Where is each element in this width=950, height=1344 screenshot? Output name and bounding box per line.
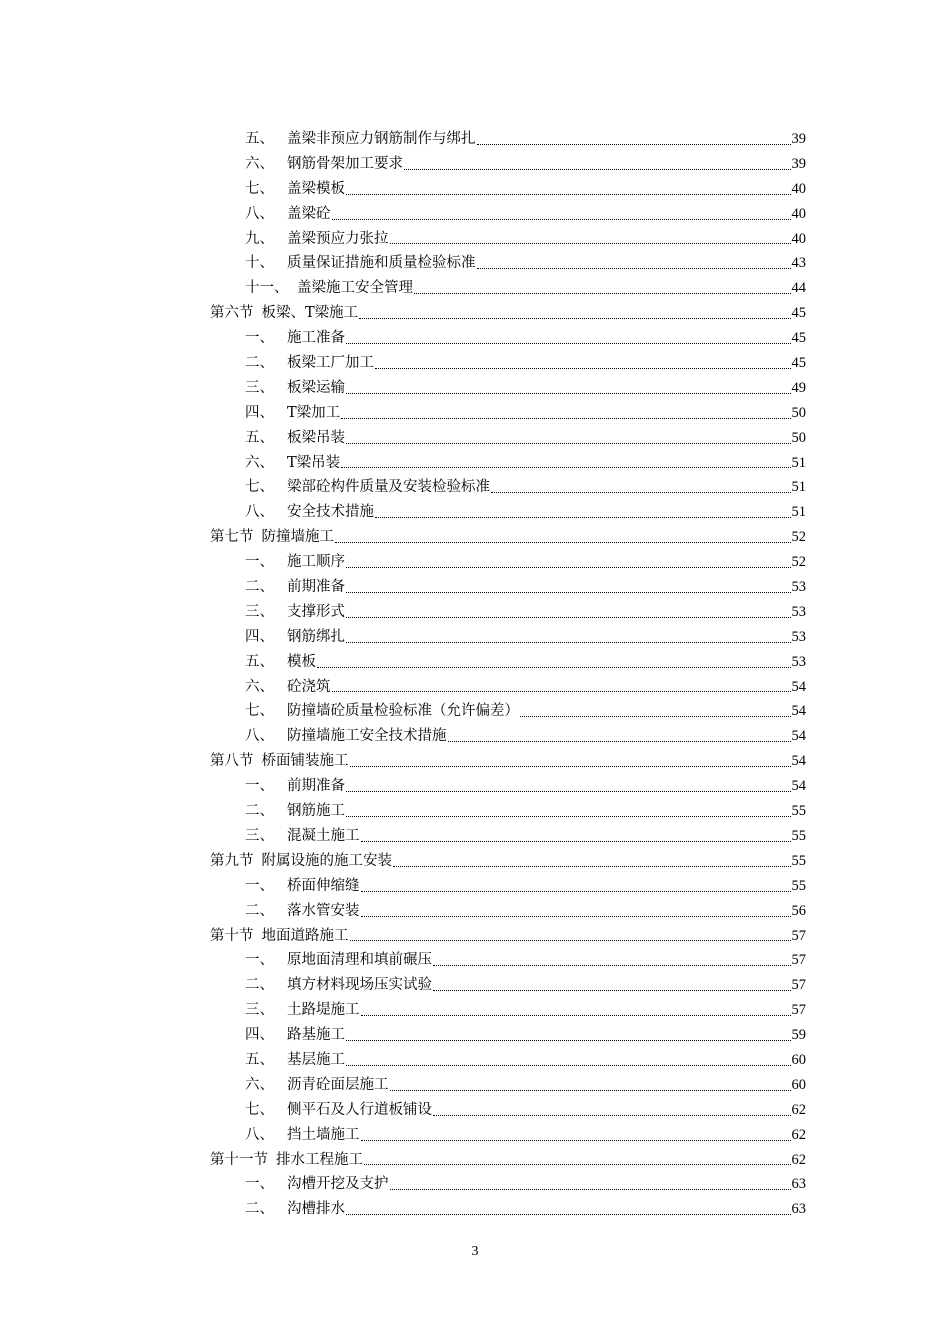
- toc-subsection-entry[interactable]: [210, 899, 806, 924]
- toc-entry-title: 桥面铺装施工: [261, 753, 349, 770]
- toc-entry-number: 四、: [245, 404, 274, 421]
- toc-subsection-entry[interactable]: [210, 475, 806, 500]
- table-of-contents: [210, 127, 806, 1222]
- toc-entry-title: 侧平石及人行道板铺设: [287, 1101, 432, 1118]
- toc-entry-number: 五、: [245, 429, 274, 446]
- toc-dot-leader: [346, 194, 791, 195]
- toc-entry-number: 七、: [245, 180, 274, 197]
- toc-entry-title: 桥面伸缩缝: [287, 877, 360, 894]
- toc-entry-title: 前期准备: [287, 579, 345, 596]
- toc-dot-leader: [346, 443, 791, 444]
- toc-entry-page: 51: [791, 479, 806, 496]
- toc-dot-leader: [477, 268, 791, 269]
- toc-dot-leader: [346, 617, 791, 618]
- toc-entry-number: 九、: [245, 230, 274, 247]
- toc-entry-number: 一、: [245, 1176, 274, 1193]
- toc-subsection-entry[interactable]: [210, 1048, 806, 1073]
- toc-subsection-entry[interactable]: [210, 376, 806, 401]
- toc-dot-leader: [361, 916, 791, 917]
- toc-dot-leader: [359, 318, 790, 319]
- toc-entry-page: 55: [791, 803, 806, 820]
- toc-entry-title: 防撞墙施工: [261, 529, 334, 546]
- toc-entry-page: 44: [791, 280, 806, 297]
- toc-subsection-entry[interactable]: [210, 973, 806, 998]
- toc-entry-number: 一、: [245, 877, 274, 894]
- toc-entry-page: 55: [791, 827, 806, 844]
- toc-dot-leader: [346, 642, 791, 643]
- toc-dot-leader: [350, 766, 791, 767]
- toc-entry-page: 53: [791, 579, 806, 596]
- toc-entry-title: 基层施工: [287, 1051, 345, 1068]
- toc-section-entry[interactable]: [210, 1148, 806, 1173]
- toc-dot-leader: [375, 368, 791, 369]
- toc-entry-number: 三、: [245, 1002, 274, 1019]
- toc-dot-leader: [390, 1090, 791, 1091]
- toc-subsection-entry[interactable]: [210, 426, 806, 451]
- toc-subsection-entry[interactable]: [210, 1023, 806, 1048]
- toc-entry-title: 土路堤施工: [287, 1002, 360, 1019]
- toc-entry-title: 沟槽排水: [287, 1201, 345, 1218]
- toc-dot-leader: [346, 393, 791, 394]
- toc-entry-page: 40: [791, 205, 806, 222]
- toc-entry-title: 钢筋绑扎: [287, 628, 345, 645]
- toc-subsection-entry[interactable]: [210, 1172, 806, 1197]
- toc-subsection-entry[interactable]: [210, 1098, 806, 1123]
- toc-dot-leader: [317, 667, 791, 668]
- toc-entry-page: 40: [791, 180, 806, 197]
- toc-dot-leader: [491, 492, 791, 493]
- toc-dot-leader: [332, 219, 791, 220]
- toc-entry-number: 第十节: [210, 927, 254, 944]
- toc-entry-page: 50: [791, 429, 806, 446]
- toc-subsection-entry[interactable]: [210, 227, 806, 252]
- toc-entry-number: 四、: [245, 628, 274, 645]
- toc-entry-page: 53: [791, 628, 806, 645]
- toc-entry-page: 53: [791, 603, 806, 620]
- toc-subsection-entry[interactable]: [210, 699, 806, 724]
- toc-entry-number: 第九节: [210, 852, 254, 869]
- toc-entry-title: 砼浇筑: [287, 678, 331, 695]
- toc-entry-page: 57: [791, 952, 806, 969]
- toc-entry-title: 板梁吊装: [287, 429, 345, 446]
- toc-subsection-entry[interactable]: [210, 724, 806, 749]
- toc-subsection-entry[interactable]: [210, 575, 806, 600]
- toc-entry-page: 60: [791, 1051, 806, 1068]
- toc-dot-leader: [433, 1115, 791, 1116]
- toc-entry-page: 39: [791, 131, 806, 147]
- toc-entry-number: 第七节: [210, 529, 254, 546]
- toc-entry-number: 七、: [245, 703, 274, 720]
- toc-entry-number: 五、: [245, 1051, 274, 1068]
- toc-dot-leader: [390, 1189, 791, 1190]
- toc-entry-number: 六、: [245, 155, 274, 172]
- toc-entry-page: 63: [791, 1176, 806, 1193]
- toc-dot-leader: [433, 990, 791, 991]
- toc-dot-leader: [414, 293, 791, 294]
- toc-dot-leader: [346, 567, 791, 568]
- toc-entry-number: 六、: [245, 454, 274, 471]
- toc-subsection-entry[interactable]: [210, 948, 806, 973]
- toc-entry-title: 盖梁预应力张拉: [287, 230, 389, 247]
- toc-subsection-entry[interactable]: [210, 177, 806, 202]
- toc-entry-title: 混凝土施工: [287, 827, 360, 844]
- toc-dot-leader: [433, 965, 791, 966]
- toc-entry-title: 路基施工: [287, 1027, 345, 1044]
- toc-entry-page: 53: [791, 653, 806, 670]
- page-number: 3: [471, 1244, 479, 1259]
- toc-entry-number: 七、: [245, 1101, 274, 1118]
- toc-entry-title: 沥青砼面层施工: [287, 1076, 389, 1093]
- toc-dot-leader: [448, 741, 791, 742]
- toc-entry-number: 三、: [245, 827, 274, 844]
- toc-dot-leader: [477, 144, 791, 145]
- toc-entry-title: 挡土墙施工: [287, 1126, 360, 1143]
- toc-dot-leader: [346, 343, 791, 344]
- toc-dot-leader: [375, 517, 791, 518]
- toc-entry-title: 施工顺序: [287, 554, 345, 571]
- toc-entry-number: 十一、: [245, 280, 289, 297]
- toc-subsection-entry[interactable]: [210, 1197, 806, 1222]
- toc-section-entry[interactable]: [210, 525, 806, 550]
- toc-subsection-entry[interactable]: [210, 650, 806, 675]
- toc-entry-number: 五、: [245, 653, 274, 670]
- toc-subsection-entry[interactable]: [210, 675, 806, 700]
- toc-entry-title: 盖梁施工安全管理: [297, 280, 413, 297]
- toc-subsection-entry[interactable]: [210, 998, 806, 1023]
- toc-entry-title: 原地面清理和填前碾压: [287, 952, 432, 969]
- toc-dot-leader: [341, 467, 790, 468]
- toc-entry-title: 盖梁非预应力钢筋制作与绑扎: [287, 131, 476, 147]
- toc-dot-leader: [332, 691, 791, 692]
- toc-dot-leader: [346, 791, 791, 792]
- toc-subsection-entry[interactable]: [210, 500, 806, 525]
- toc-entry-title: 防撞墙砼质量检验标准（允许偏差）: [287, 703, 519, 720]
- toc-entry-number: 四、: [245, 1027, 274, 1044]
- toc-entry-number: 第八节: [210, 753, 254, 770]
- toc-subsection-entry[interactable]: [210, 276, 806, 301]
- toc-dot-leader: [350, 940, 791, 941]
- toc-entry-title: 梁部砼构件质量及安装检验标准: [287, 479, 490, 496]
- toc-entry-number: 五、: [245, 131, 274, 147]
- toc-entry-page: 51: [791, 454, 806, 471]
- toc-entry-page: 62: [791, 1101, 806, 1118]
- toc-entry-number: 一、: [245, 554, 274, 571]
- toc-entry-page: 62: [791, 1126, 806, 1143]
- toc-entry-title: 钢筋骨架加工要求: [287, 155, 403, 172]
- toc-dot-leader: [361, 891, 791, 892]
- toc-entry-title: 支撑形式: [287, 603, 345, 620]
- toc-subsection-entry[interactable]: [210, 326, 806, 351]
- toc-subsection-entry[interactable]: [210, 874, 806, 899]
- toc-section-entry[interactable]: [210, 924, 806, 949]
- toc-entry-number: 八、: [245, 205, 274, 222]
- toc-entry-page: 40: [791, 230, 806, 247]
- toc-subsection-entry[interactable]: [210, 774, 806, 799]
- toc-subsection-entry[interactable]: [210, 550, 806, 575]
- toc-dot-leader: [346, 1214, 791, 1215]
- toc-entry-page: 54: [791, 778, 806, 795]
- toc-section-entry[interactable]: [210, 301, 806, 326]
- toc-subsection-entry[interactable]: [210, 451, 806, 476]
- toc-entry-title: 施工准备: [287, 330, 345, 347]
- toc-entry-page: 54: [791, 678, 806, 695]
- toc-entry-title: 板梁、T梁施工: [261, 305, 359, 322]
- toc-entry-number: 第十一节: [210, 1151, 268, 1168]
- toc-entry-number: 二、: [245, 579, 274, 596]
- toc-entry-title: T梁加工: [287, 404, 341, 421]
- toc-entry-page: 45: [791, 330, 806, 347]
- toc-entry-title: 模板: [287, 653, 316, 670]
- toc-entry-number: 八、: [245, 728, 274, 745]
- toc-subsection-entry[interactable]: [210, 799, 806, 824]
- toc-entry-page: 54: [791, 703, 806, 720]
- toc-entry-title: T梁吊装: [287, 454, 341, 471]
- toc-subsection-entry[interactable]: [210, 152, 806, 177]
- toc-entry-page: 59: [791, 1027, 806, 1044]
- toc-dot-leader: [346, 1040, 791, 1041]
- toc-subsection-entry[interactable]: [210, 251, 806, 276]
- toc-entry-number: 二、: [245, 902, 274, 919]
- toc-entry-number: 一、: [245, 778, 274, 795]
- toc-entry-title: 排水工程施工: [276, 1151, 363, 1168]
- toc-subsection-entry[interactable]: [210, 1123, 806, 1148]
- toc-entry-title: 落水管安装: [287, 902, 360, 919]
- toc-entry-page: 57: [791, 1002, 806, 1019]
- toc-entry-number: 二、: [245, 977, 274, 994]
- toc-subsection-entry[interactable]: [210, 202, 806, 227]
- toc-entry-number: 八、: [245, 1126, 274, 1143]
- toc-entry-number: 六、: [245, 1076, 274, 1093]
- toc-entry-page: 45: [791, 305, 806, 322]
- toc-dot-leader: [520, 716, 791, 717]
- toc-entry-page: 57: [791, 927, 806, 944]
- toc-entry-title: 沟槽开挖及支护: [287, 1176, 389, 1193]
- toc-entry-number: 一、: [245, 330, 274, 347]
- toc-entry-title: 盖梁模板: [287, 180, 345, 197]
- toc-entry-page: 50: [791, 404, 806, 421]
- toc-entry-number: 八、: [245, 504, 274, 521]
- toc-entry-number: 二、: [245, 355, 274, 372]
- toc-entry-page: 39: [791, 155, 806, 172]
- toc-entry-title: 附属设施的施工安装: [261, 852, 392, 869]
- toc-entry-title: 前期准备: [287, 778, 345, 795]
- toc-entry-number: 十、: [245, 255, 274, 272]
- toc-entry-page: 62: [791, 1151, 806, 1168]
- toc-entry-number: 三、: [245, 379, 274, 396]
- toc-subsection-entry[interactable]: [210, 824, 806, 849]
- toc-dot-leader: [335, 542, 791, 543]
- toc-dot-leader: [390, 243, 791, 244]
- toc-entry-page: 57: [791, 977, 806, 994]
- toc-entry-title: 安全技术措施: [287, 504, 374, 521]
- toc-subsection-entry[interactable]: [210, 351, 806, 376]
- toc-entry-title: 盖梁砼: [287, 205, 331, 222]
- toc-entry-number: 第六节: [210, 305, 254, 322]
- toc-entry-page: 63: [791, 1201, 806, 1218]
- toc-subsection-entry[interactable]: [210, 1073, 806, 1098]
- toc-entry-page: 56: [791, 902, 806, 919]
- toc-dot-leader: [346, 592, 791, 593]
- toc-entry-page: 54: [791, 753, 806, 770]
- toc-entry-title: 板梁工厂加工: [287, 355, 374, 372]
- toc-subsection-entry[interactable]: [210, 600, 806, 625]
- toc-dot-leader: [393, 866, 791, 867]
- toc-subsection-entry[interactable]: [210, 625, 806, 650]
- toc-entry-number: 三、: [245, 603, 274, 620]
- toc-entry-page: 45: [791, 355, 806, 372]
- toc-entry-page: 60: [791, 1076, 806, 1093]
- toc-entry-page: 49: [791, 379, 806, 396]
- toc-entry-number: 二、: [245, 1201, 274, 1218]
- toc-entry-page: 55: [791, 852, 806, 869]
- toc-dot-leader: [361, 1015, 791, 1016]
- toc-entry-number: 七、: [245, 479, 274, 496]
- toc-subsection-entry[interactable]: [210, 127, 806, 152]
- toc-dot-leader: [346, 816, 791, 817]
- toc-entry-title: 地面道路施工: [261, 927, 349, 944]
- toc-entry-page: 52: [791, 529, 806, 546]
- toc-entry-title: 防撞墙施工安全技术措施: [287, 728, 447, 745]
- toc-section-entry[interactable]: [210, 849, 806, 874]
- toc-entry-page: 54: [791, 728, 806, 745]
- toc-entry-page: 43: [791, 255, 806, 272]
- toc-entry-title: 钢筋施工: [287, 803, 345, 820]
- toc-entry-page: 52: [791, 554, 806, 571]
- toc-dot-leader: [346, 1065, 791, 1066]
- toc-entry-number: 二、: [245, 803, 274, 820]
- toc-entry-title: 填方材料现场压实试验: [287, 977, 432, 994]
- toc-entry-title: 质量保证措施和质量检验标准: [287, 255, 476, 272]
- toc-dot-leader: [361, 1140, 791, 1141]
- toc-dot-leader: [361, 841, 791, 842]
- toc-entry-number: 一、: [245, 952, 274, 969]
- toc-subsection-entry[interactable]: [210, 401, 806, 426]
- toc-entry-title: 板梁运输: [287, 379, 345, 396]
- toc-dot-leader: [364, 1164, 791, 1165]
- toc-dot-leader: [404, 169, 791, 170]
- toc-entry-number: 六、: [245, 678, 274, 695]
- toc-entry-page: 51: [791, 504, 806, 521]
- toc-section-entry[interactable]: [210, 749, 806, 774]
- toc-entry-page: 55: [791, 877, 806, 894]
- toc-dot-leader: [341, 418, 790, 419]
